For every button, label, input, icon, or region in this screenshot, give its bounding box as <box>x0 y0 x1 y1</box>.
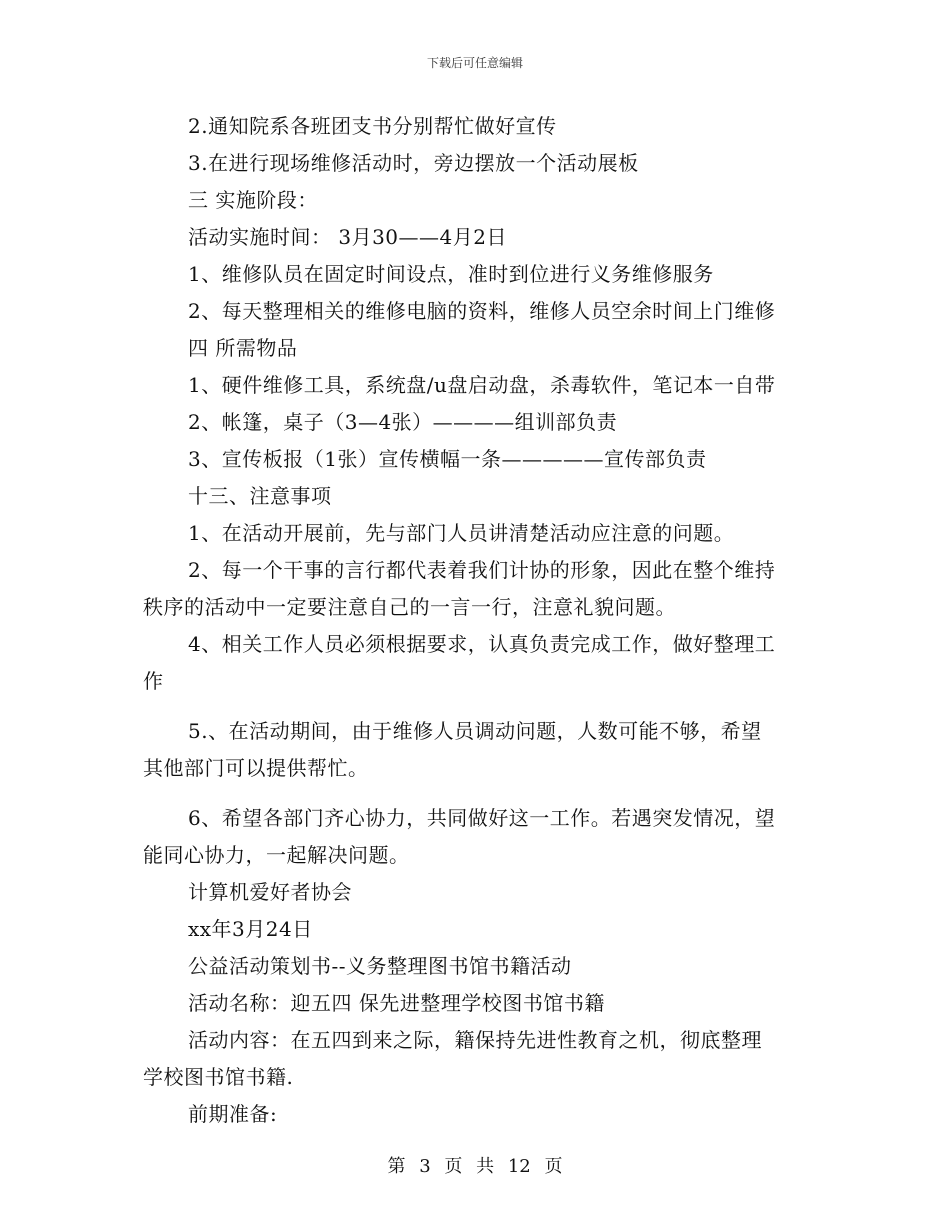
paragraph-line: 3.在进行现场维修活动时，旁边摆放一个活动展板 <box>188 151 639 175</box>
section-heading: 四 所需物品 <box>188 336 298 360</box>
paragraph-gap <box>143 700 813 713</box>
paragraph-line: 2.通知院系各班团支书分别帮忙做好宣传 <box>188 114 557 138</box>
paragraph-line: 3、宣传板报（1张）宣传横幅一条—————宣传部负责 <box>188 447 707 471</box>
paragraph-line: 秩序的活动中一定要注意自己的一言一行，注意礼貌问题。 <box>143 595 676 619</box>
paragraph-line: 1、维修队员在固定时间设点，准时到位进行义务维修服务 <box>188 262 714 286</box>
section-heading: 十三、注意事项 <box>188 484 332 508</box>
page-number: 第 3 页 共 12 页 <box>387 1156 563 1177</box>
paragraph-line: 2、每一个干事的言行都代表着我们计协的形象，因此在整个维持 <box>188 558 776 582</box>
paragraph-line: 2、帐篷，桌子（3—4张）————组训部负责 <box>188 410 618 434</box>
paragraph-line: 4、相关工作人员必须根据要求，认真负责完成工作，做好整理工 <box>188 632 776 656</box>
subtitle-line: 公益活动策划书--义务整理图书馆书籍活动 <box>188 954 572 978</box>
paragraph-line: 活动实施时间： 3月30——4月2日 <box>188 225 507 249</box>
section-heading: 三 实施阶段： <box>188 188 318 212</box>
organization-name: 计算机爱好者协会 <box>188 880 352 904</box>
paragraph-line: 能同心协力，一起解决问题。 <box>143 843 410 867</box>
paragraph-line: 1、在活动开展前，先与部门人员讲清楚活动应注意的问题。 <box>188 521 735 545</box>
paragraph-gap <box>143 787 813 800</box>
paragraph-line: 5.、在活动期间，由于维修人员调动问题，人数可能不够，希望 <box>188 719 762 743</box>
paragraph-line: 其他部门可以提供帮忙。 <box>143 756 369 780</box>
paragraph-line: 前期准备: <box>188 1102 278 1126</box>
paragraph-line: 作 <box>143 669 164 693</box>
document-body <box>143 108 813 1133</box>
paragraph-line: 6、希望各部门齐心协力，共同做好这一工作。若遇突发情况，望 <box>188 806 776 830</box>
paragraph-line: 学校图书馆书籍. <box>143 1065 294 1089</box>
header-note: 下载后可任意编辑 <box>426 56 523 70</box>
document-date: xx年3月24日 <box>188 917 313 941</box>
paragraph-line: 2、每天整理相关的维修电脑的资料，维修人员空余时间上门维修 <box>188 299 776 323</box>
paragraph-line: 1、硬件维修工具，系统盘/u盘启动盘，杀毒软件，笔记本一自带 <box>188 373 776 397</box>
paragraph-line: 活动名称：迎五四 保先进整理学校图书馆书籍 <box>188 991 605 1015</box>
paragraph-line: 活动内容：在五四到来之际，籍保持先进性教育之机，彻底整理 <box>188 1028 762 1052</box>
